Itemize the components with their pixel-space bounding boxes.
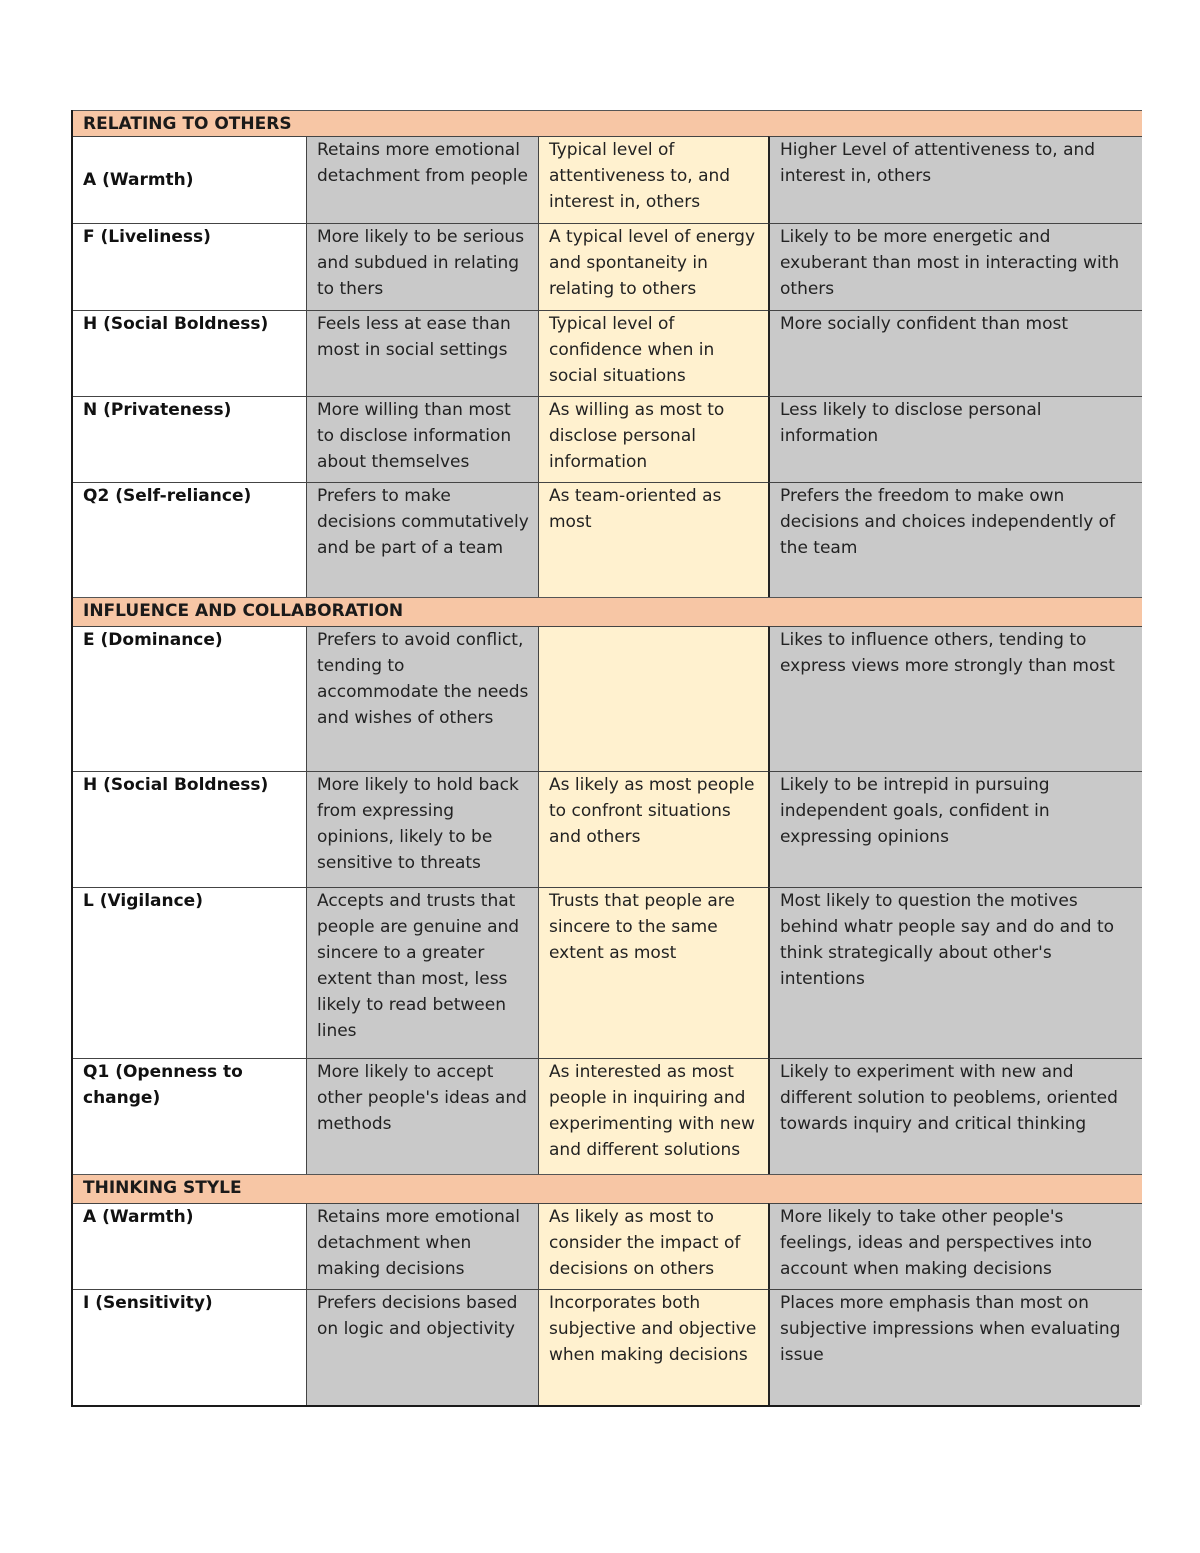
high-score-cell: Likes to influence others, tending to express views more strongly than most [768, 626, 1142, 771]
mid-score-cell: Trusts that people are sincere to the same extent as most [538, 887, 768, 1058]
mid-score-cell: Incorporates both subjective and objective when making decisions [538, 1289, 768, 1405]
high-score-cell: Higher Level of attentiveness to, and interest in, others [768, 136, 1142, 223]
low-score-cell: Accepts and trusts that people are genuine and sincere to a greater extent than most, less likely to read between lines [306, 887, 538, 1058]
low-score-cell: Prefers to make decisions commutatively and be part of a team [306, 482, 538, 597]
low-score-cell: Retains more emotional detachment when making decisions [306, 1203, 538, 1289]
factor-cell: I (Sensitivity) [73, 1289, 306, 1405]
mid-score-cell: As likely as most to consider the impact of decisions on others [538, 1203, 768, 1289]
mid-score-cell [538, 626, 768, 771]
high-score-cell: Likely to be intrepid in pursuing independent goals, confident in expressing opinions [768, 771, 1142, 887]
high-score-cell: Less likely to disclose personal information [768, 396, 1142, 482]
factor-cell: E (Dominance) [73, 626, 306, 771]
section-header: THINKING STYLE [73, 1174, 1142, 1203]
high-score-cell: Prefers the freedom to make own decisions and choices independently of the team [768, 482, 1142, 597]
high-score-cell: Likely to be more energetic and exuberant than most in interacting with others [768, 223, 1142, 310]
high-score-cell: Most likely to question the motives behind whatr people say and do and to think strategically about other's intentions [768, 887, 1142, 1058]
factor-cell: H (Social Boldness) [73, 771, 306, 887]
section-header: RELATING TO OTHERS [73, 110, 1142, 136]
factor-cell: A (Warmth) [73, 1203, 306, 1289]
mid-score-cell: As interested as most people in inquiring and experimenting with new and different solutions [538, 1058, 768, 1174]
factor-cell: N (Privateness) [73, 396, 306, 482]
low-score-cell: More likely to hold back from expressing opinions, likely to be sensitive to threats [306, 771, 538, 887]
high-score-cell: More socially confident than most [768, 310, 1142, 396]
low-score-cell: More likely to be serious and subdued in relating to thers [306, 223, 538, 310]
low-score-cell: More likely to accept other people's ideas and methods [306, 1058, 538, 1174]
mid-score-cell: A typical level of energy and spontaneity in relating to others [538, 223, 768, 310]
factor-cell: H (Social Boldness) [73, 310, 306, 396]
low-score-cell: Prefers to avoid conflict, tending to accommodate the needs and wishes of others [306, 626, 538, 771]
section-header: INFLUENCE AND COLLABORATION [73, 597, 1142, 626]
low-score-cell: More willing than most to disclose information about themselves [306, 396, 538, 482]
factor-cell: Q2 (Self-reliance) [73, 482, 306, 597]
high-score-cell: More likely to take other people's feelings, ideas and perspectives into account when making decisions [768, 1203, 1142, 1289]
factor-cell: L (Vigilance) [73, 887, 306, 1058]
mid-score-cell: Typical level of confidence when in social situations [538, 310, 768, 396]
mid-score-cell: As likely as most people to confront situations and others [538, 771, 768, 887]
low-score-cell: Feels less at ease than most in social settings [306, 310, 538, 396]
factor-cell: F (Liveliness) [73, 223, 306, 310]
high-score-cell: Places more emphasis than most on subjective impressions when evaluating issue [768, 1289, 1142, 1405]
mid-score-cell: Typical level of attentiveness to, and interest in, others [538, 136, 768, 223]
personality-factor-table [71, 110, 1140, 1407]
high-score-cell: Likely to experiment with new and different solution to peoblems, oriented towards inquiry and critical thinking [768, 1058, 1142, 1174]
mid-score-cell: As team-oriented as most [538, 482, 768, 597]
low-score-cell: Retains more emotional detachment from people [306, 136, 538, 223]
low-score-cell: Prefers decisions based on logic and objectivity [306, 1289, 538, 1405]
factor-cell: A (Warmth) [73, 136, 306, 223]
factor-cell: Q1 (Openness to change) [73, 1058, 306, 1174]
mid-score-cell: As willing as most to disclose personal information [538, 396, 768, 482]
